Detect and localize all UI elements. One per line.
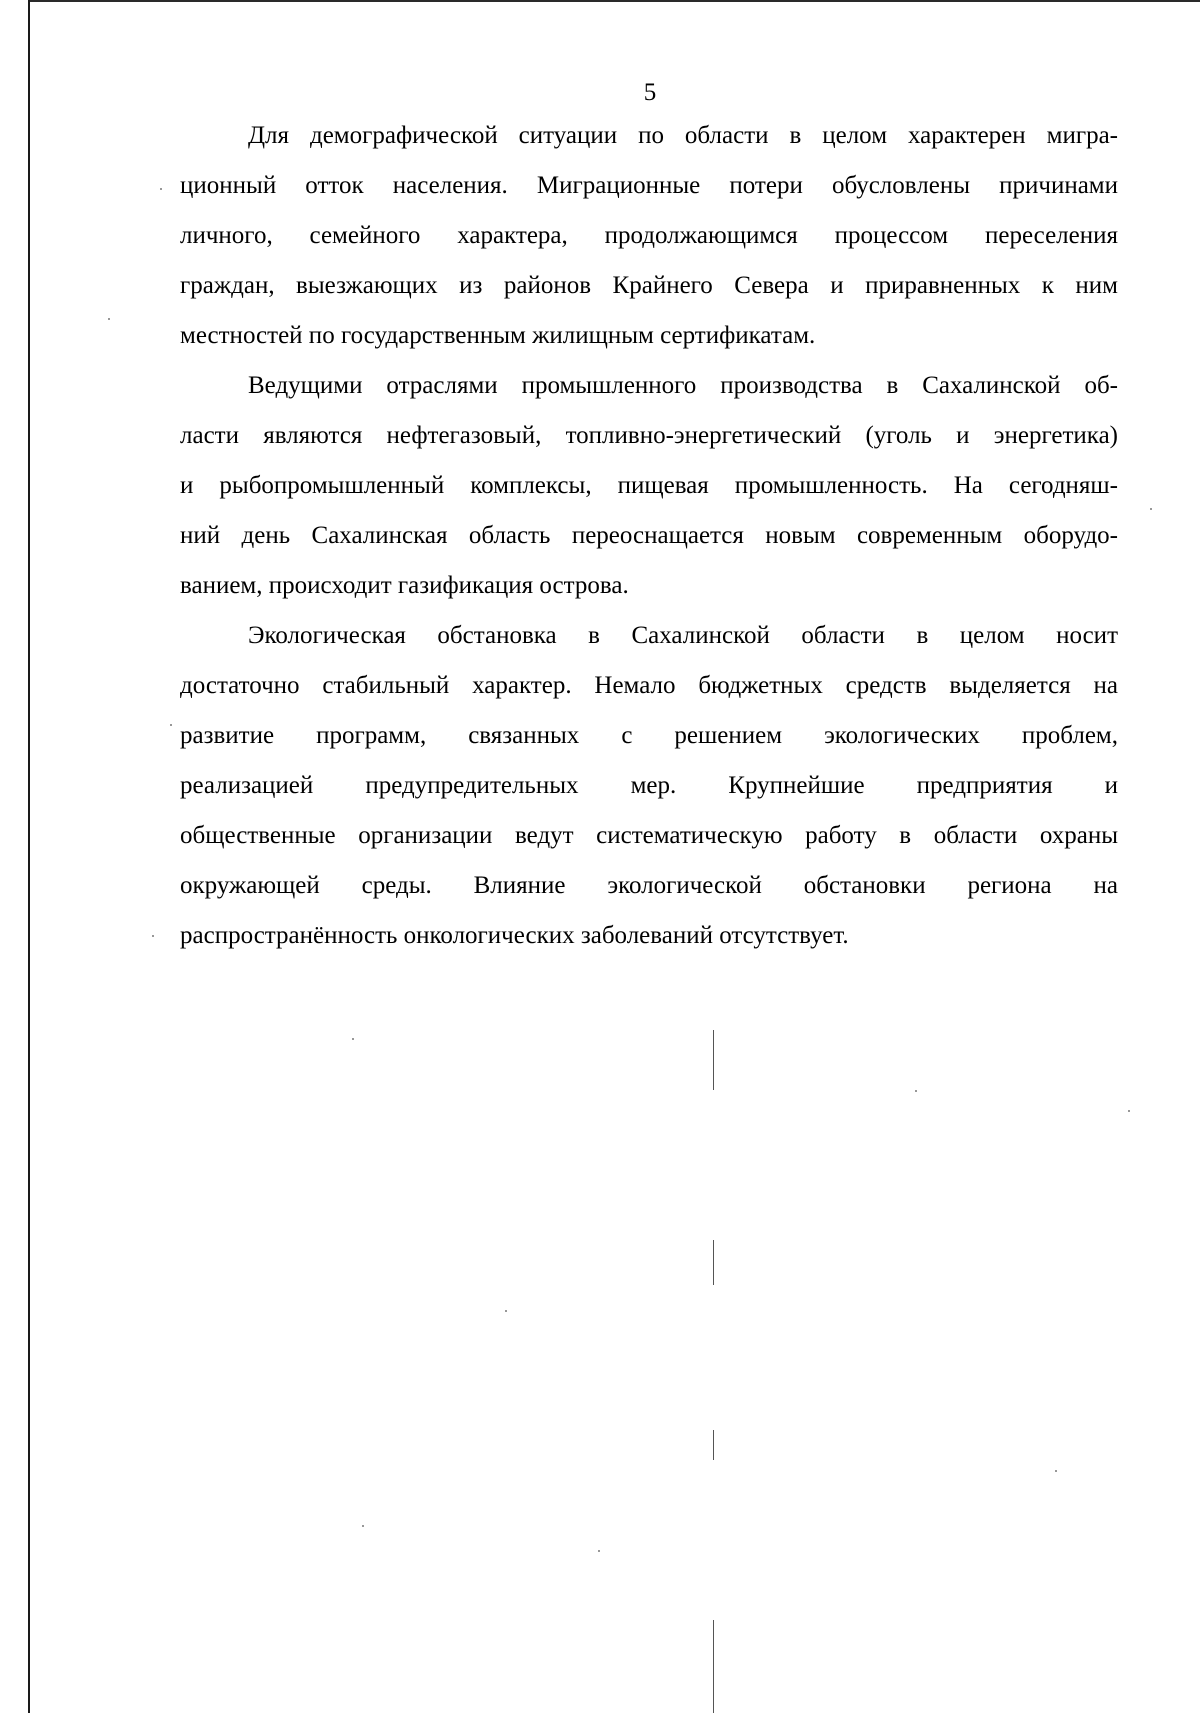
scan-artifact-line bbox=[713, 1240, 714, 1285]
text-line: и рыбопромышленный комплексы, пищевая промышленность. На сегодняш- bbox=[180, 472, 1118, 499]
scan-speck bbox=[170, 724, 172, 726]
text-line: Для демографической ситуации по области в целом характерен мигра- bbox=[248, 122, 1118, 149]
scan-speck bbox=[160, 188, 162, 190]
scan-speck bbox=[352, 1038, 354, 1040]
text-line: развитие программ, связанных с решением экологических проблем, bbox=[180, 722, 1118, 749]
scan-border-top bbox=[28, 0, 1200, 2]
text-line: окружающей среды. Влияние экологической обстановки региона на bbox=[180, 872, 1118, 899]
scan-speck bbox=[1128, 1110, 1130, 1112]
text-line: Ведущими отраслями промышленного производства в Сахалинской об- bbox=[248, 372, 1118, 399]
scan-speck bbox=[108, 318, 110, 320]
text-line: ласти являются нефтегазовый, топливно-энергетический (уголь и энергетика) bbox=[180, 422, 1118, 449]
body-text bbox=[180, 111, 1118, 961]
paragraph-ecology bbox=[180, 611, 1118, 961]
text-line: ционный отток населения. Миграционные потери обусловлены причинами bbox=[180, 172, 1118, 199]
page-number: 5 bbox=[643, 79, 657, 106]
text-line: личного, семейного характера, продолжающимся процессом переселения bbox=[180, 222, 1118, 249]
text-line: граждан, выезжающих из районов Крайнего Севера и приравненных к ним bbox=[180, 272, 1118, 299]
scan-speck bbox=[598, 1550, 600, 1552]
text-line: местностей по государственным жилищным сертификатам. bbox=[180, 322, 816, 349]
scan-artifact-line bbox=[713, 1620, 714, 1713]
scan-speck bbox=[915, 1090, 917, 1092]
text-line: общественные организации ведут систематическую работу в области охраны bbox=[180, 822, 1118, 849]
paragraph-industry bbox=[180, 361, 1118, 611]
text-line: ванием, происходит газификация острова. bbox=[180, 572, 629, 599]
text-line: ний день Сахалинская область переоснащается новым современным оборудо- bbox=[180, 522, 1118, 549]
text-line: достаточно стабильный характер. Немало бюджетных средств выделяется на bbox=[180, 672, 1118, 699]
scan-border-left bbox=[28, 0, 30, 1713]
scan-speck bbox=[1150, 508, 1152, 510]
scan-speck bbox=[505, 1310, 507, 1312]
scan-artifact-line bbox=[713, 1030, 714, 1090]
text-line: реализацией предупредительных мер. Крупнейшие предприятия и bbox=[180, 772, 1118, 799]
text-line: Экологическая обстановка в Сахалинской области в целом носит bbox=[248, 622, 1118, 649]
scan-speck bbox=[152, 935, 154, 937]
text-line: распространённость онкологических заболеваний отсутствует. bbox=[180, 922, 849, 949]
scan-artifact-line bbox=[713, 1430, 714, 1460]
scan-speck bbox=[362, 1525, 364, 1527]
paragraph-demography bbox=[180, 111, 1118, 361]
scan-speck bbox=[1055, 1470, 1057, 1472]
